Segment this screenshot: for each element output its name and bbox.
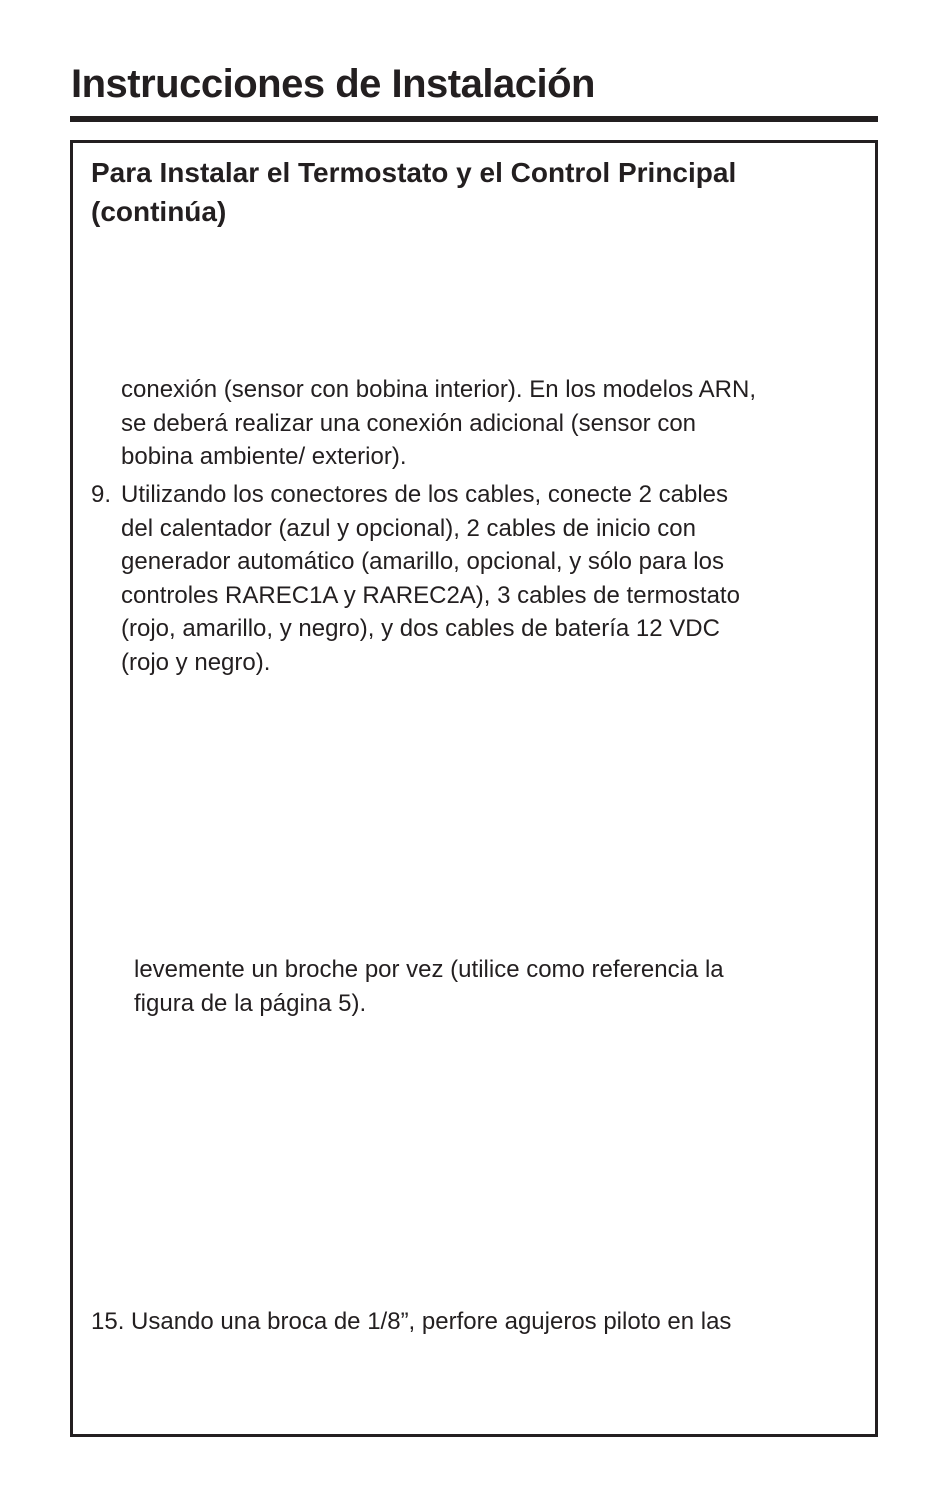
step-number: 9. bbox=[91, 481, 112, 508]
text-line: Utilizando los conectores de los cables, conecte 2 cables bbox=[121, 481, 729, 508]
text-line: figura de la página 5). bbox=[134, 989, 367, 1017]
text-line: se deberá realizar una conexión adicional (sensor con bbox=[121, 409, 697, 437]
text-line: (rojo, amarillo, y negro), y dos cables de batería 12 VDC bbox=[121, 615, 720, 642]
text-line: levemente un broche por vez (utilice como referencia la bbox=[134, 956, 724, 983]
text-line: (rojo y negro). bbox=[121, 648, 271, 676]
section-heading bbox=[91, 153, 851, 231]
step-body bbox=[121, 478, 740, 679]
text-line: conexión (sensor con bobina interior). En los modelos ARN, bbox=[121, 376, 756, 403]
text-line: generador automático (amarillo, opcional, y sólo para los bbox=[121, 548, 724, 575]
continuation-paragraph-2 bbox=[134, 953, 724, 1020]
content-box bbox=[70, 140, 878, 1437]
text-line: controles RAREC1A y RAREC2A), 3 cables de termostato bbox=[121, 581, 740, 609]
text-line: bobina ambiente/ exterior). bbox=[121, 443, 407, 470]
text-line: del calentador (azul y opcional), 2 cables de inicio con bbox=[121, 514, 697, 542]
text-line: 15. Usando una broca de 1/8”, perfore agujeros piloto en las bbox=[91, 1308, 732, 1335]
section-heading-line: (continúa) bbox=[91, 196, 227, 227]
step-15 bbox=[91, 1305, 731, 1339]
continuation-paragraph bbox=[121, 373, 756, 474]
title-rule bbox=[70, 116, 878, 122]
page-title: Instrucciones de Instalación bbox=[71, 62, 595, 106]
section-heading-line: Para Instalar el Termostato y el Control Principal bbox=[91, 157, 737, 188]
